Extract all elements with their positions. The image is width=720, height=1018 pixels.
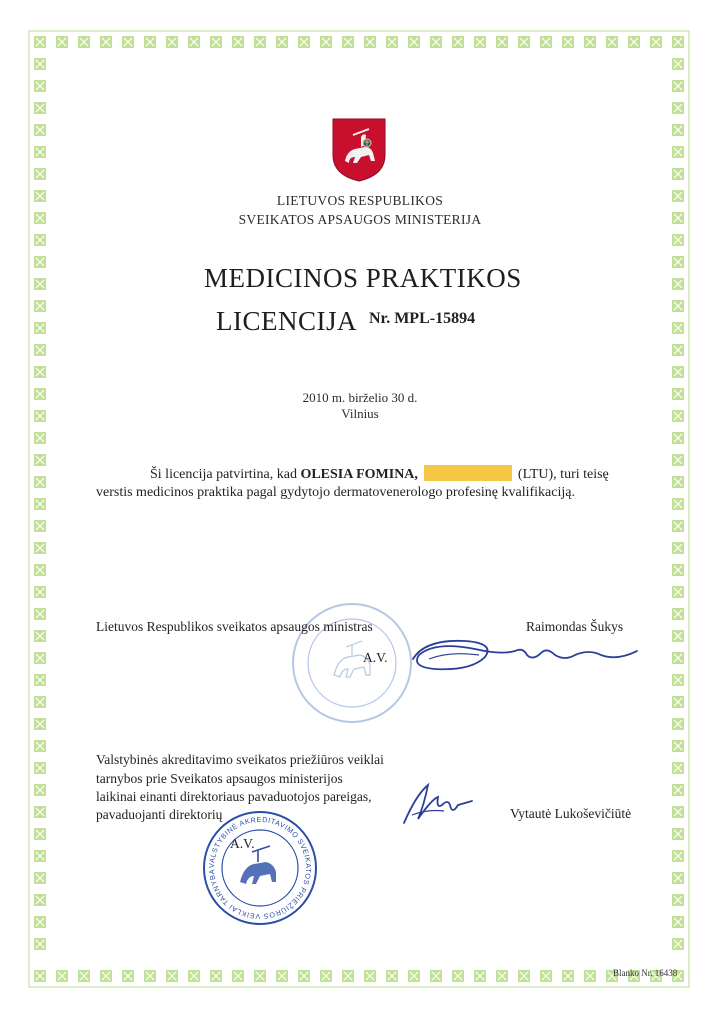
agency-signature-icon — [398, 775, 488, 835]
border-tile — [34, 300, 46, 312]
statement-intro: Ši licencija patvirtina, kad — [150, 467, 297, 482]
border-tile — [562, 970, 574, 982]
border-tile — [342, 36, 354, 48]
border-tile — [34, 916, 46, 928]
border-tile — [166, 36, 178, 48]
border-tile — [34, 256, 46, 268]
border-tile — [34, 564, 46, 576]
border-tile — [672, 542, 684, 554]
border-tile — [672, 850, 684, 862]
border-tile — [34, 806, 46, 818]
blank-number: Blanko Nr. 16438 — [613, 968, 678, 978]
border-tile — [518, 970, 530, 982]
agency-title-line-1: Valstybinės akreditavimo sveikatos priežiūros veiklai — [96, 752, 384, 767]
ministry-line-2: SVEIKATOS APSAUGOS MINISTERIJA — [238, 212, 482, 227]
border-tile — [320, 970, 332, 982]
border-tile — [672, 608, 684, 620]
licensee-name: OLESIA FOMINA, — [300, 467, 418, 482]
border-tile — [584, 36, 596, 48]
border-tile — [122, 36, 134, 48]
agency-title-line-3: laikinai einanti direktoriaus pavaduotojos pareigas, — [96, 789, 372, 804]
border-tile — [562, 36, 574, 48]
border-tile — [672, 784, 684, 796]
border-tile — [188, 970, 200, 982]
redaction-block — [424, 465, 512, 481]
border-tile — [34, 652, 46, 664]
border-tile — [34, 168, 46, 180]
border-tile — [672, 234, 684, 246]
border-tile — [34, 872, 46, 884]
agency-title-line-2: tarnybos prie Sveikatos apsaugos ministerijos — [96, 771, 343, 786]
border-tile — [34, 586, 46, 598]
border-tile — [34, 146, 46, 158]
border-tile — [210, 36, 222, 48]
border-tile — [672, 36, 684, 48]
border-tile — [672, 344, 684, 356]
border-tile — [672, 256, 684, 268]
border-tile — [672, 894, 684, 906]
border-tile — [672, 718, 684, 730]
border-tile — [672, 58, 684, 70]
border-tile — [342, 970, 354, 982]
border-tile — [56, 36, 68, 48]
border-tile — [650, 36, 662, 48]
border-tile — [144, 36, 156, 48]
border-tile — [672, 674, 684, 686]
border-tile — [34, 696, 46, 708]
border-tile — [34, 344, 46, 356]
border-tile — [34, 322, 46, 334]
border-tile — [386, 970, 398, 982]
border-tile — [672, 762, 684, 774]
border-tile — [144, 970, 156, 982]
border-tile — [34, 970, 46, 982]
border-tile — [34, 740, 46, 752]
border-tile — [78, 36, 90, 48]
border-tile — [672, 454, 684, 466]
border-tile — [232, 36, 244, 48]
border-tile — [672, 168, 684, 180]
border-tile — [34, 278, 46, 290]
border-tile — [56, 970, 68, 982]
border-tile — [34, 542, 46, 554]
minister-title: Lietuvos Respublikos sveikatos apsaugos ministras — [96, 619, 373, 634]
border-tile — [232, 970, 244, 982]
border-tile — [34, 828, 46, 840]
border-tile — [628, 36, 640, 48]
border-tile — [100, 970, 112, 982]
border-tile — [672, 828, 684, 840]
border-tile — [34, 80, 46, 92]
border-tile — [188, 36, 200, 48]
border-tile — [496, 36, 508, 48]
border-tile — [672, 498, 684, 510]
border-tile — [166, 970, 178, 982]
border-tile — [276, 36, 288, 48]
border-tile — [672, 586, 684, 598]
issue-date: 2010 m. birželio 30 d. — [302, 390, 418, 405]
border-tile — [430, 970, 442, 982]
border-tile — [364, 970, 376, 982]
border-tile — [34, 520, 46, 532]
seal-place-mark-2: A.V. — [230, 836, 255, 851]
agency-stamp-icon — [202, 810, 318, 926]
border-tile — [408, 970, 420, 982]
border-tile — [672, 278, 684, 290]
border-tile — [34, 454, 46, 466]
border-tile — [210, 970, 222, 982]
border-tile — [34, 432, 46, 444]
border-tile — [34, 762, 46, 774]
border-tile — [672, 366, 684, 378]
border-tile — [518, 36, 530, 48]
border-tile — [430, 36, 442, 48]
border-tile — [320, 36, 332, 48]
border-tile — [496, 970, 508, 982]
border-tile — [34, 894, 46, 906]
border-tile — [672, 872, 684, 884]
border-tile — [34, 718, 46, 730]
document-title-line-2: LICENCIJA — [216, 306, 357, 336]
border-tile — [298, 36, 310, 48]
border-tile — [34, 784, 46, 796]
border-tile — [672, 696, 684, 708]
border-tile — [122, 970, 134, 982]
border-tile — [474, 36, 486, 48]
border-tile — [276, 970, 288, 982]
border-tile — [672, 124, 684, 136]
border-tile — [672, 520, 684, 532]
border-tile — [672, 740, 684, 752]
agency-title-line-4: pavaduojanti direktorių — [96, 807, 223, 822]
border-tile — [34, 234, 46, 246]
border-tile — [672, 806, 684, 818]
agency-signer-name: Vytautė Lukoševičiūtė — [510, 806, 632, 821]
license-statement-line-1 — [150, 465, 609, 483]
border-tile — [78, 970, 90, 982]
border-tile — [34, 36, 46, 48]
border-tile — [34, 630, 46, 642]
ministry-line-1: LIETUVOS RESPUBLIKOS — [276, 193, 444, 208]
border-tile — [34, 850, 46, 862]
issue-place: Vilnius — [341, 406, 379, 421]
border-tile — [100, 36, 112, 48]
minister-name: Raimondas Šukys — [526, 619, 624, 634]
agency-stamp-text: VALSTYBINĖ AKREDITAVIMO SVEIKATOS PRIEŽIŪROS VEIKLAI TARNYBA — [206, 814, 314, 922]
border-tile — [34, 674, 46, 686]
border-tile — [672, 564, 684, 576]
border-tile — [364, 36, 376, 48]
border-tile — [34, 366, 46, 378]
border-tile — [672, 938, 684, 950]
document-title-line-1: MEDICINOS PRAKTIKOS — [204, 263, 522, 293]
border-tile — [34, 938, 46, 950]
license-number: Nr. MPL-15894 — [369, 310, 476, 327]
border-tile — [672, 476, 684, 488]
border-tile — [254, 36, 266, 48]
minister-signature-icon — [405, 625, 645, 685]
border-tile — [408, 36, 420, 48]
border-tile — [34, 58, 46, 70]
border-tile — [606, 36, 618, 48]
border-tile — [672, 432, 684, 444]
border-tile — [672, 146, 684, 158]
border-tile — [672, 80, 684, 92]
seal-place-mark-1: A.V. — [363, 650, 388, 665]
border-tile — [34, 608, 46, 620]
statement-after-redaction: (LTU), turi teisę — [517, 467, 609, 482]
border-tile — [34, 102, 46, 114]
border-tile — [254, 970, 266, 982]
border-tile — [584, 970, 596, 982]
border-tile — [452, 36, 464, 48]
border-tile — [34, 124, 46, 136]
border-tile — [34, 498, 46, 510]
border-tile — [672, 322, 684, 334]
license-statement-line-2: verstis medicinos praktika pagal gydytojo dermatovenerologo profesinę kvalifikaciją. — [96, 485, 575, 500]
border-tile — [386, 36, 398, 48]
lithuanian-coat-of-arms-icon — [331, 117, 387, 183]
border-tile — [540, 36, 552, 48]
border-tile — [672, 630, 684, 642]
border-tile — [298, 970, 310, 982]
border-tile — [672, 300, 684, 312]
border-tile — [672, 916, 684, 928]
border-tile — [34, 476, 46, 488]
border-tile — [672, 102, 684, 114]
border-tile — [540, 970, 552, 982]
border-tile — [452, 970, 464, 982]
border-tile — [474, 970, 486, 982]
border-tile — [672, 652, 684, 664]
